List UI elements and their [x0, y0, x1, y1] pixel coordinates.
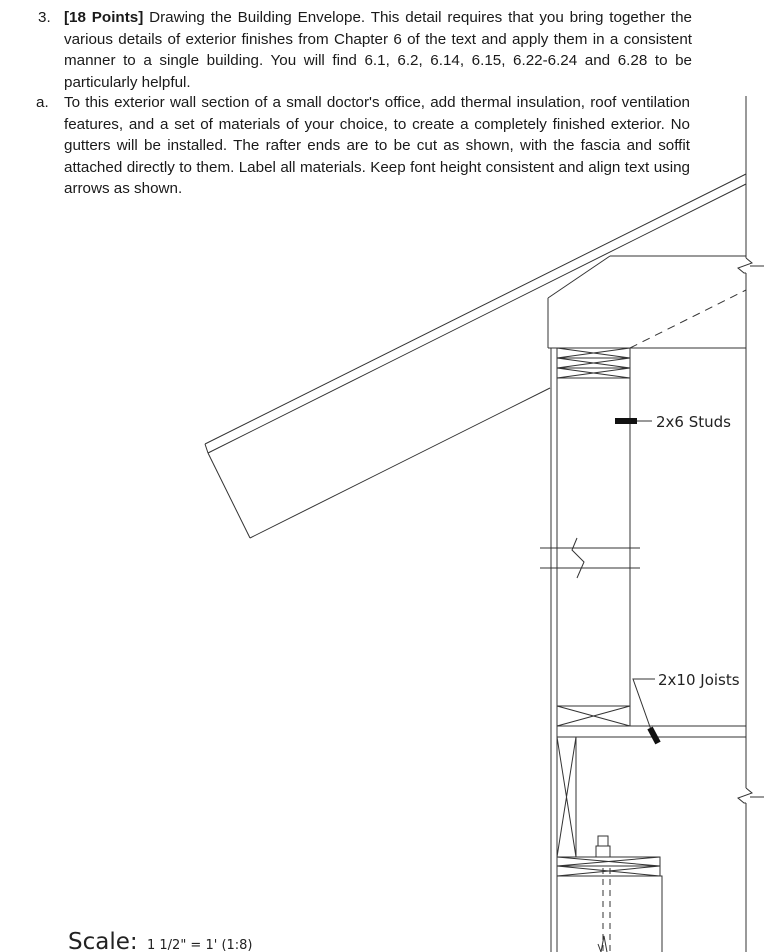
leader-studs — [615, 418, 652, 424]
wall-frame — [540, 298, 746, 952]
roof-rafter — [205, 174, 746, 538]
scale-value: 1 1/2" = 1' (1:8) — [147, 938, 253, 952]
floor-structure — [557, 726, 746, 952]
part-a-text: To this exterior wall section of a small doctor's office, add thermal insulation, roof ventilation features, and a set of materials of your choice, to create a completely finished exterior. No gutters will be installed. The rafter ends are to be cut as shown, with the fascia and soffit attached directly to them. Label all materials. Keep font height consistent and align text using arrows as shown. — [64, 94, 690, 198]
question-number: 3. — [38, 9, 51, 26]
right-break-line — [738, 96, 764, 952]
scale-note — [68, 929, 253, 952]
part-label: a. — [36, 94, 49, 111]
leader-joists — [633, 679, 658, 743]
label-2x10-joists: 2x10 Joists — [658, 671, 740, 689]
question-body: Drawing the Building Envelope. This detail requires that you bring together the various details of exterior finishes from Chapter 6 of the text and apply them in a consistent manner to a single building. You will find 6.1, 6.2, 6.14, 6.15, 6.22-6.24 and 6.28 to be particularly helpful. — [64, 9, 692, 91]
label-2x6-studs: 2x6 Studs — [656, 413, 731, 431]
points-label: [18 Points] — [64, 9, 144, 26]
scale-word: Scale: — [68, 929, 138, 952]
studs-arrow-head — [615, 418, 637, 424]
